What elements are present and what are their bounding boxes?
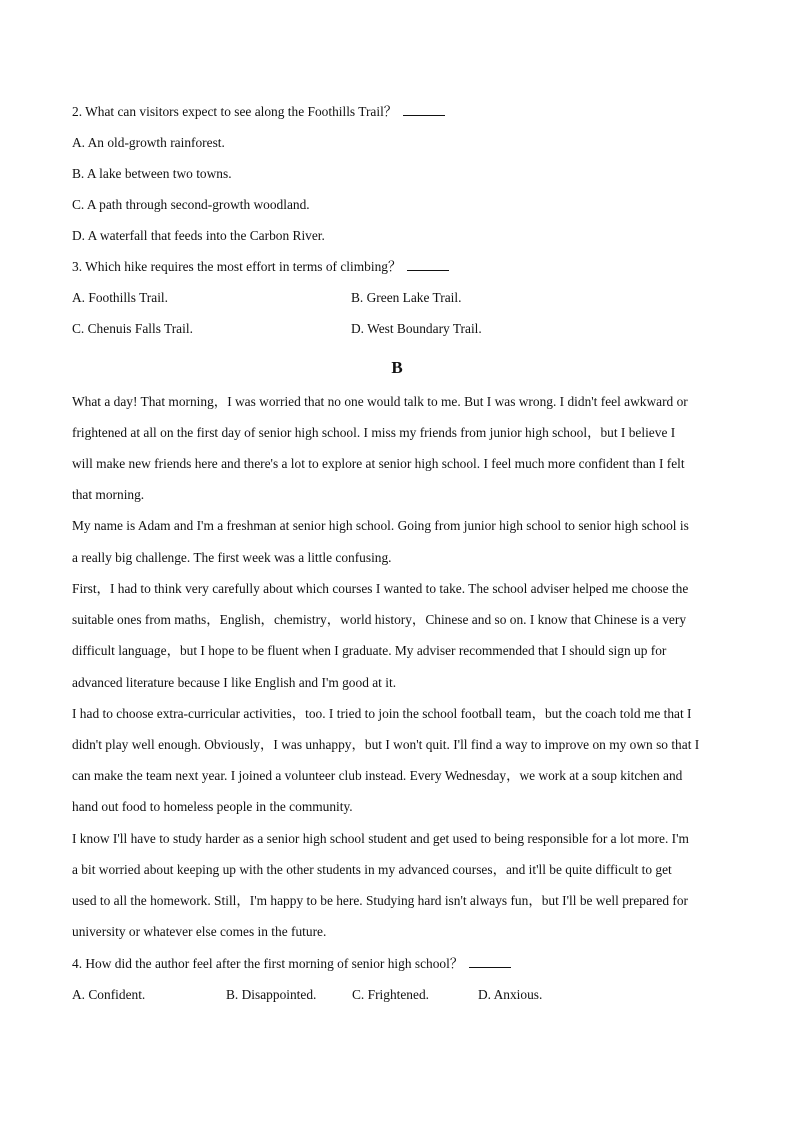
q3-option-a: A. Foothills Trail.: [72, 290, 168, 305]
answer-blank-3[interactable]: [407, 258, 449, 271]
answer-blank-2[interactable]: [403, 103, 445, 116]
q2-option-c: C. A path through second-growth woodland.: [72, 197, 310, 212]
question-2: [72, 103, 724, 121]
passage-line: hand out food to homeless people in the community.: [72, 799, 353, 814]
passage-line: suitable ones from maths，English，chemistry，world history，Chinese and so on. I know that Chinese is a very: [72, 612, 687, 627]
question-4-text: 4. How did the author feel after the first morning of senior high school？: [72, 956, 464, 971]
q4-option-d: D. Anxious.: [478, 987, 543, 1002]
passage-line: will make new friends here and there's a lot to explore at senior high school. I feel much more confident than I felt: [72, 456, 685, 471]
q3-options-row-1: [72, 289, 724, 307]
passage-line: university or whatever else comes in the future.: [72, 924, 327, 939]
passage-line: First，I had to think very carefully about which courses I wanted to take. The school adviser helped me choose the: [72, 581, 689, 596]
passage-line: advanced literature because I like English and I'm good at it.: [72, 675, 397, 690]
passage-line: that morning.: [72, 487, 145, 502]
passage-line: didn't play well enough. Obviously，I was unhappy，but I won't quit. I'll find a way to improve on my own so that I: [72, 737, 700, 752]
passage-line: I know I'll have to study harder as a senior high school student and get used to being responsible for a lot more. I'm: [72, 831, 689, 846]
question-3-text: 3. Which hike requires the most effort in terms of climbing？: [72, 259, 402, 274]
question-4: [72, 955, 724, 973]
passage-line: difficult language，but I hope to be fluent when I graduate. My adviser recommended that I should sign up for: [72, 643, 667, 658]
passage-line: used to all the homework. Still，I'm happy to be here. Studying hard isn't always fun，but I'll be well prepared for: [72, 893, 689, 908]
passage-line: frightened at all on the first day of senior high school. I miss my friends from junior high school，but I believe I: [72, 425, 676, 440]
passage-line: What a day! That morning，I was worried that no one would talk to me. But I was wrong. I didn't feel awkward or: [72, 394, 688, 409]
passage-line: a bit worried about keeping up with the other students in my advanced courses，and it'll be quite difficult to get: [72, 862, 672, 877]
question-3: [72, 258, 724, 276]
q3-options-row-2: [72, 320, 724, 338]
q3-option-b: B. Green Lake Trail.: [351, 290, 462, 305]
passage-line: can make the team next year. I joined a volunteer club instead. Every Wednesday，we work at a soup kitchen and: [72, 768, 683, 783]
question-2-text: 2. What can visitors expect to see along the Foothills Trail？: [72, 104, 398, 119]
q4-option-b: B. Disappointed.: [226, 987, 317, 1002]
q2-option-d: D. A waterfall that feeds into the Carbon River.: [72, 228, 325, 243]
q4-option-c: C. Frightened.: [352, 987, 429, 1002]
passage-line: a really big challenge. The first week was a little confusing.: [72, 550, 392, 565]
section-heading-b: B: [391, 358, 403, 377]
passage-line: I had to choose extra-curricular activities，too. I tried to join the school football team，but the coach told me that I: [72, 706, 692, 721]
q2-option-a: A. An old-growth rainforest.: [72, 135, 225, 150]
q4-option-a: A. Confident.: [72, 987, 146, 1002]
passage-line: My name is Adam and I'm a freshman at senior high school. Going from junior high school to senior high school is: [72, 518, 689, 533]
q3-option-d: D. West Boundary Trail.: [351, 321, 482, 336]
q3-option-c: C. Chenuis Falls Trail.: [72, 321, 193, 336]
answer-blank-4[interactable]: [469, 955, 511, 968]
q2-option-b: B. A lake between two towns.: [72, 166, 232, 181]
